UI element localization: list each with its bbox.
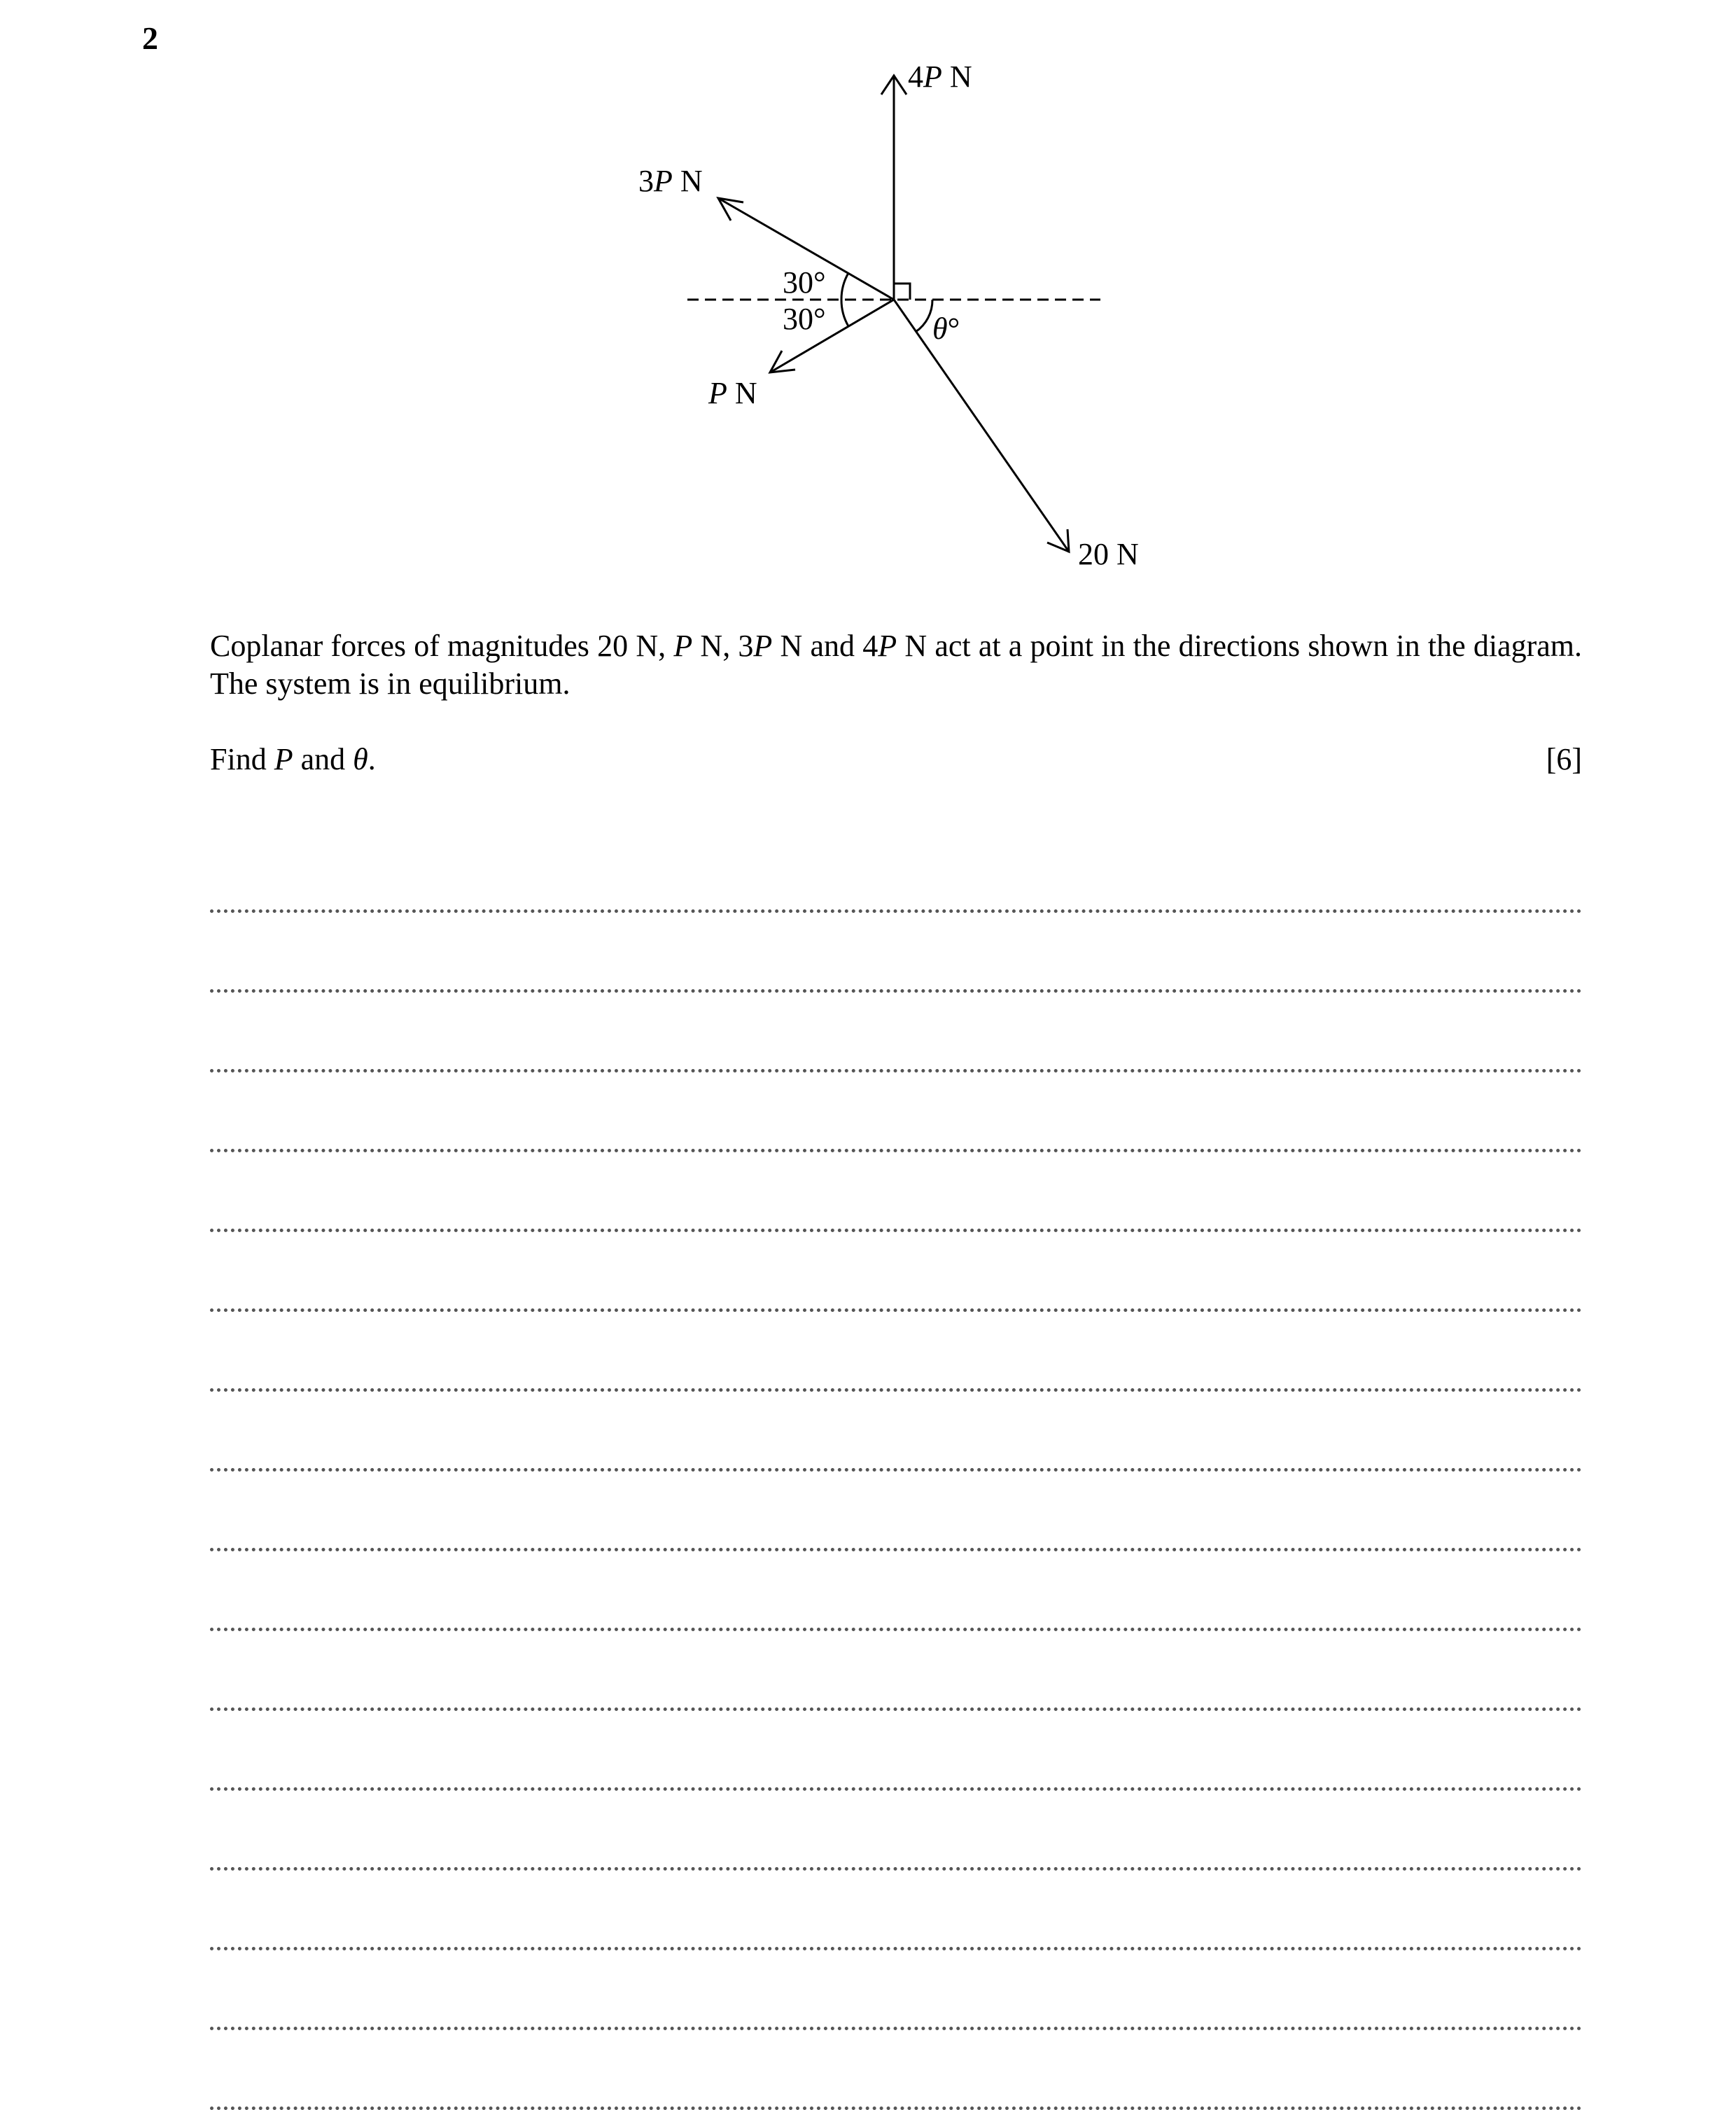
angle-arc-30-lower <box>841 300 848 326</box>
answer-line[interactable] <box>210 1950 1582 2030</box>
answer-lines[interactable] <box>210 833 1582 2110</box>
angle-arc-theta <box>916 300 932 332</box>
answer-line[interactable] <box>210 1312 1582 1392</box>
answer-line[interactable] <box>210 1711 1582 1791</box>
right-angle-marker <box>894 284 910 300</box>
answer-line[interactable] <box>210 993 1582 1073</box>
question-stem <box>210 627 1582 703</box>
label-3p-n: 3P N <box>638 164 703 198</box>
force-diagram <box>0 0 1736 602</box>
answer-line[interactable] <box>210 833 1582 913</box>
answer-line[interactable] <box>210 1073 1582 1152</box>
label-20-n: 20 N <box>1078 537 1139 571</box>
marks-allocation: [6] <box>1546 742 1582 776</box>
answer-line[interactable] <box>210 1232 1582 1312</box>
question-task: Find P and θ. <box>210 742 376 776</box>
label-p-n: P N <box>708 376 757 410</box>
label-angle-theta: θ° <box>932 312 960 346</box>
label-4p-n: 4P N <box>908 60 972 94</box>
label-angle-30-lower: 30° <box>783 302 826 336</box>
question-number: 2 <box>142 20 158 56</box>
answer-line[interactable] <box>210 1472 1582 1551</box>
label-angle-30-upper: 30° <box>783 265 826 300</box>
answer-line[interactable] <box>210 1871 1582 1950</box>
answer-line[interactable] <box>210 1392 1582 1472</box>
answer-line[interactable] <box>210 1791 1582 1871</box>
answer-line[interactable] <box>210 1152 1582 1232</box>
answer-line[interactable] <box>210 1631 1582 1711</box>
question-stem-text: Coplanar forces of magnitudes 20 N, P N, 3P N and 4P N act at a point in the directions shown in the diagram. The system is in equilibrium. <box>210 629 1582 701</box>
answer-line[interactable] <box>210 1551 1582 1631</box>
answer-line[interactable] <box>210 913 1582 993</box>
answer-line[interactable] <box>210 2030 1582 2110</box>
angle-arc-30-upper <box>841 273 848 300</box>
force-arrow-20 <box>894 300 1069 552</box>
